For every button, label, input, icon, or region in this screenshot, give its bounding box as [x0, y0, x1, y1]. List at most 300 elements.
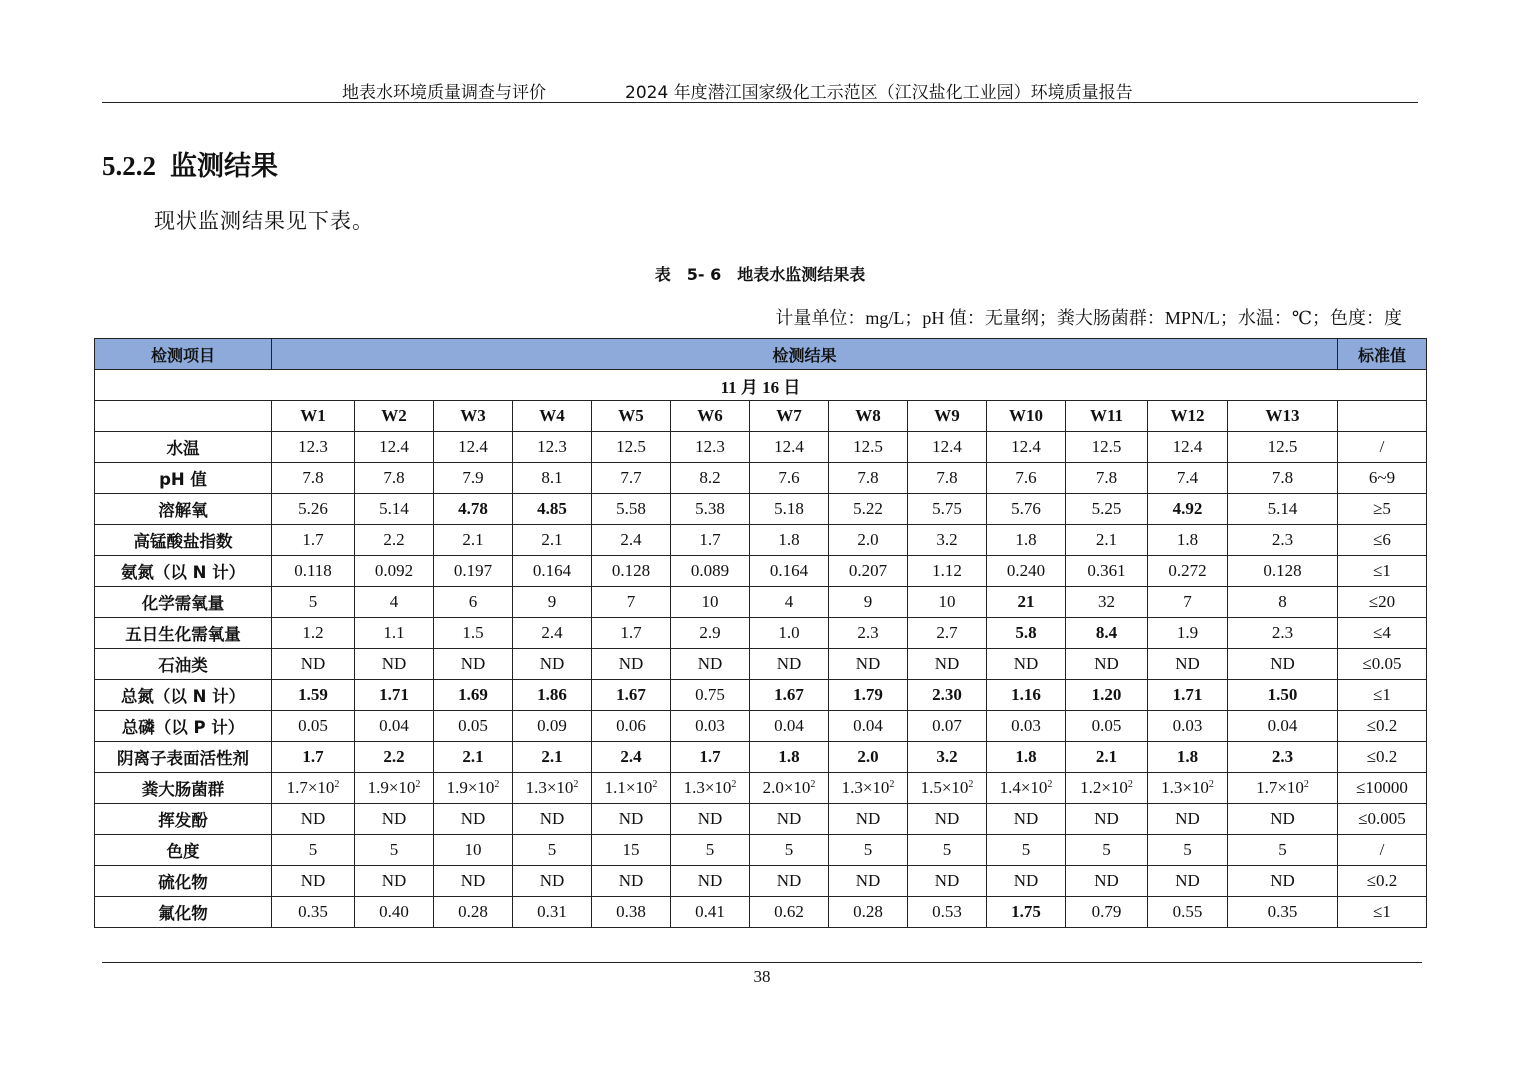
- value-cell: [1148, 773, 1228, 804]
- value-text: 5: [1021, 840, 1031, 859]
- value-text: ND: [300, 809, 326, 828]
- header-left: 地表水环境质量调查与评价: [342, 83, 546, 103]
- standard-value: ≤10000: [1338, 773, 1427, 804]
- value-text: ND: [1013, 654, 1039, 673]
- value-cell: [1066, 525, 1148, 556]
- value-cell: [987, 587, 1066, 618]
- parameter-name: 总氮（以 N 计）: [95, 680, 272, 711]
- value-text: 2.9: [699, 623, 721, 642]
- value-text: 12.5: [1091, 437, 1122, 456]
- value-text: 5: [1183, 840, 1192, 859]
- value-text: 0.272: [1168, 561, 1207, 580]
- value-cell: [671, 463, 750, 494]
- value-text: 5.76: [1011, 499, 1041, 518]
- value-text: 1.67: [616, 685, 646, 704]
- value-cell: [1066, 835, 1148, 866]
- parameter-name: 溶解氧: [95, 494, 272, 525]
- value-text: ND: [1175, 809, 1200, 828]
- table-row: [95, 680, 1427, 711]
- value-text: ND: [1175, 871, 1200, 890]
- value-cell: [592, 897, 671, 928]
- site-header: W13: [1228, 401, 1338, 432]
- value-text: 12.4: [932, 437, 962, 456]
- value-text: 7: [1183, 592, 1192, 611]
- value-text: ND: [1270, 654, 1295, 673]
- value-text: 2.1: [541, 530, 563, 549]
- value-cell: [1066, 463, 1148, 494]
- value-text: 4: [784, 592, 794, 611]
- value-cell: [987, 618, 1066, 649]
- value-cell: [1066, 711, 1148, 742]
- value-cell: [272, 742, 355, 773]
- value-cell: [1148, 525, 1228, 556]
- value-cell: [987, 711, 1066, 742]
- value-text: 1.8: [1015, 747, 1037, 766]
- standard-value: /: [1338, 432, 1427, 463]
- value-text: 1.3×10: [683, 778, 732, 797]
- value-text: ND: [1270, 809, 1295, 828]
- value-text: 1.2: [302, 623, 324, 642]
- value-text: ND: [1270, 871, 1295, 890]
- value-cell: [671, 866, 750, 897]
- value-text: 1.4×10: [999, 778, 1048, 797]
- value-cell: [829, 494, 908, 525]
- value-cell: [908, 835, 987, 866]
- value-text: ND: [697, 809, 723, 828]
- value-text: 10: [938, 592, 956, 611]
- value-text: 4.85: [537, 499, 567, 518]
- value-text: 32: [1098, 592, 1115, 611]
- value-text: 0.55: [1172, 902, 1203, 921]
- value-text: 0.35: [298, 902, 328, 921]
- value-cell: [829, 773, 908, 804]
- value-text: ND: [1094, 809, 1119, 828]
- value-cell: [1066, 804, 1148, 835]
- value-text: 0.089: [690, 561, 730, 580]
- value-text: ND: [618, 809, 644, 828]
- parameter-name: 挥发酚: [95, 804, 272, 835]
- value-cell: [513, 463, 592, 494]
- value-text: 2.1: [541, 747, 563, 766]
- value-cell: [272, 804, 355, 835]
- value-text: 0.75: [695, 685, 725, 704]
- value-cell: [671, 804, 750, 835]
- value-text: ND: [1013, 809, 1039, 828]
- standard-value: ≤0.2: [1338, 742, 1427, 773]
- site-header: W2: [355, 401, 434, 432]
- standard-value: ≤6: [1338, 525, 1427, 556]
- value-cell: [829, 618, 908, 649]
- value-cell: [513, 680, 592, 711]
- value-text: 0.03: [1172, 716, 1203, 735]
- value-text: 0.164: [532, 561, 572, 580]
- value-text: ND: [697, 871, 723, 890]
- value-text: 0.03: [1011, 716, 1041, 735]
- value-text: 7.6: [778, 468, 800, 487]
- value-cell: [434, 804, 513, 835]
- value-text: 0.207: [848, 561, 888, 580]
- value-text: ND: [855, 809, 881, 828]
- value-cell: [908, 525, 987, 556]
- value-cell: [272, 494, 355, 525]
- value-cell: [1148, 649, 1228, 680]
- value-text: 1.16: [1011, 685, 1041, 704]
- value-cell: [513, 711, 592, 742]
- value-text: 2.3: [1271, 623, 1294, 642]
- site-header: W6: [671, 401, 750, 432]
- value-cell: [592, 556, 671, 587]
- value-text: 2.1: [462, 530, 484, 549]
- table-row: [95, 432, 1427, 463]
- value-cell: [434, 525, 513, 556]
- value-text: ND: [381, 809, 407, 828]
- value-exponent: 2: [1127, 779, 1133, 790]
- running-header: [102, 78, 1418, 103]
- value-text: 2.1: [1095, 747, 1118, 766]
- unit-note: 计量单位：mg/L；pH 值：无量纲；粪大肠菌群：MPN/L；水温：℃；色度：度: [775, 308, 1402, 328]
- value-cell: [829, 432, 908, 463]
- value-cell: [908, 649, 987, 680]
- value-text: 1.7: [302, 747, 324, 766]
- value-cell: [1228, 804, 1338, 835]
- value-text: 1.3×10: [841, 778, 890, 797]
- value-text: ND: [697, 654, 723, 673]
- value-text: 1.7: [699, 747, 721, 766]
- value-cell: [987, 556, 1066, 587]
- value-cell: [671, 618, 750, 649]
- value-cell: [1228, 835, 1338, 866]
- value-text: 0.03: [695, 716, 725, 735]
- value-cell: [592, 742, 671, 773]
- value-text: 1.3×10: [525, 778, 574, 797]
- value-cell: [1148, 804, 1228, 835]
- value-cell: [434, 649, 513, 680]
- date-row: 11 月 16 日: [95, 370, 1427, 401]
- value-cell: [434, 897, 513, 928]
- value-cell: [1148, 897, 1228, 928]
- value-text: 0.118: [294, 561, 332, 580]
- value-text: 1.79: [853, 685, 883, 704]
- value-cell: [750, 804, 829, 835]
- value-cell: [671, 742, 750, 773]
- value-text: 2.30: [932, 685, 962, 704]
- value-cell: [987, 525, 1066, 556]
- value-text: ND: [1013, 871, 1039, 890]
- site-header: W3: [434, 401, 513, 432]
- value-cell: [1228, 680, 1338, 711]
- value-cell: [513, 897, 592, 928]
- value-text: ND: [776, 654, 802, 673]
- value-text: 0.79: [1091, 902, 1122, 921]
- value-text: 9: [863, 592, 873, 611]
- value-text: 1.67: [774, 685, 804, 704]
- value-text: 12.5: [616, 437, 646, 456]
- value-text: 0.40: [379, 902, 409, 921]
- value-cell: [355, 804, 434, 835]
- value-cell: [272, 525, 355, 556]
- standard-value: ≤1: [1338, 897, 1427, 928]
- value-exponent: 2: [415, 779, 421, 790]
- value-text: ND: [460, 871, 486, 890]
- value-cell: [272, 587, 355, 618]
- value-text: 1.5: [462, 623, 484, 642]
- value-text: 12.4: [1172, 437, 1203, 456]
- parameter-name: 化学需氧量: [95, 587, 272, 618]
- value-cell: [434, 773, 513, 804]
- value-cell: [1066, 649, 1148, 680]
- value-cell: [355, 711, 434, 742]
- value-cell: [592, 804, 671, 835]
- value-cell: [750, 618, 829, 649]
- table-row: [95, 494, 1427, 525]
- value-cell: [987, 649, 1066, 680]
- value-cell: [355, 742, 434, 773]
- value-text: 5.75: [932, 499, 962, 518]
- value-text: 10: [464, 840, 482, 859]
- value-cell: [1066, 432, 1148, 463]
- value-cell: [908, 680, 987, 711]
- value-text: ND: [1094, 871, 1119, 890]
- value-text: 12.4: [1011, 437, 1041, 456]
- value-text: 4.78: [458, 499, 488, 518]
- section-title: 监测结果: [170, 151, 278, 182]
- value-text: ND: [934, 871, 960, 890]
- value-exponent: 2: [889, 779, 895, 790]
- value-cell: [434, 494, 513, 525]
- value-text: 0.361: [1087, 561, 1126, 580]
- value-cell: [592, 866, 671, 897]
- value-text: 5: [942, 840, 952, 859]
- site-header: W8: [829, 401, 908, 432]
- value-text: 12.3: [695, 437, 725, 456]
- value-cell: [592, 587, 671, 618]
- value-text: 2.4: [620, 530, 642, 549]
- parameter-name: 硫化物: [95, 866, 272, 897]
- value-cell: [434, 711, 513, 742]
- value-cell: [1148, 556, 1228, 587]
- standard-value: ≤4: [1338, 618, 1427, 649]
- value-exponent: 2: [1208, 779, 1214, 790]
- value-text: 1.8: [778, 530, 800, 549]
- value-text: 1.9×10: [446, 778, 495, 797]
- value-cell: [1148, 432, 1228, 463]
- parameter-name: 石油类: [95, 649, 272, 680]
- value-text: 7.9: [462, 468, 484, 487]
- value-text: 8.4: [1095, 623, 1118, 642]
- value-text: 0.38: [616, 902, 646, 921]
- value-text: 7.7: [620, 468, 642, 487]
- value-cell: [750, 866, 829, 897]
- table-row: [95, 742, 1427, 773]
- value-text: 0.07: [932, 716, 962, 735]
- value-text: 1.8: [1176, 747, 1199, 766]
- value-cell: [355, 680, 434, 711]
- value-cell: [908, 804, 987, 835]
- value-cell: [908, 463, 987, 494]
- value-cell: [434, 432, 513, 463]
- value-text: 15: [622, 840, 640, 859]
- value-cell: [908, 432, 987, 463]
- value-cell: [272, 556, 355, 587]
- value-cell: [272, 618, 355, 649]
- parameter-name: 水温: [95, 432, 272, 463]
- intro-paragraph: 现状监测结果见下表。: [154, 209, 374, 233]
- value-cell: [908, 897, 987, 928]
- value-cell: [908, 556, 987, 587]
- value-cell: [272, 463, 355, 494]
- value-cell: [513, 432, 592, 463]
- value-text: 0.197: [453, 561, 493, 580]
- value-text: 7.8: [857, 468, 879, 487]
- value-text: 0.04: [379, 716, 409, 735]
- value-cell: [513, 618, 592, 649]
- table-row: [95, 649, 1427, 680]
- value-text: 0.28: [853, 902, 883, 921]
- value-text: 1.8: [1176, 530, 1199, 549]
- value-cell: [1228, 649, 1338, 680]
- value-cell: [750, 773, 829, 804]
- value-cell: [592, 432, 671, 463]
- value-cell: [750, 432, 829, 463]
- parameter-name: 粪大肠菌群: [95, 773, 272, 804]
- value-cell: [434, 866, 513, 897]
- value-text: 0.28: [458, 902, 488, 921]
- value-text: 2.0: [857, 530, 879, 549]
- value-text: 21: [1017, 592, 1035, 611]
- value-cell: [272, 866, 355, 897]
- value-cell: [750, 711, 829, 742]
- value-text: 1.86: [537, 685, 567, 704]
- value-text: 7.8: [1095, 468, 1118, 487]
- value-text: 0.41: [695, 902, 725, 921]
- value-cell: [355, 618, 434, 649]
- table-caption: 表 5- 6 地表水监测结果表: [654, 265, 866, 284]
- table-row: [95, 866, 1427, 897]
- value-cell: [987, 494, 1066, 525]
- value-text: 9: [547, 592, 557, 611]
- value-text: ND: [776, 871, 802, 890]
- value-cell: [355, 525, 434, 556]
- standard-value: /: [1338, 835, 1427, 866]
- value-cell: [671, 680, 750, 711]
- value-text: 1.50: [1267, 685, 1298, 704]
- value-cell: [513, 587, 592, 618]
- value-text: 2.0×10: [762, 778, 811, 797]
- value-text: 1.2×10: [1080, 778, 1128, 797]
- site-header: W10: [987, 401, 1066, 432]
- header-result: 检测结果: [272, 339, 1338, 370]
- standard-value: ≤1: [1338, 556, 1427, 587]
- value-text: 5: [1102, 840, 1111, 859]
- value-cell: [1148, 463, 1228, 494]
- value-cell: [1148, 742, 1228, 773]
- value-cell: [908, 494, 987, 525]
- value-cell: [1148, 680, 1228, 711]
- value-cell: [908, 866, 987, 897]
- value-text: 0.62: [774, 902, 804, 921]
- value-text: 2.2: [383, 747, 405, 766]
- value-cell: [987, 432, 1066, 463]
- value-text: ND: [776, 809, 802, 828]
- value-cell: [750, 649, 829, 680]
- value-text: 0.240: [1006, 561, 1046, 580]
- value-cell: [272, 835, 355, 866]
- value-exponent: 2: [573, 779, 579, 790]
- value-text: 1.1: [383, 623, 405, 642]
- value-cell: [1228, 742, 1338, 773]
- value-cell: [1228, 587, 1338, 618]
- value-cell: [750, 494, 829, 525]
- value-cell: [355, 649, 434, 680]
- value-cell: [987, 897, 1066, 928]
- value-text: 1.7: [699, 530, 721, 549]
- site-header: W1: [272, 401, 355, 432]
- table-row: [95, 897, 1427, 928]
- value-cell: [1066, 494, 1148, 525]
- site-corner: [95, 401, 272, 432]
- value-cell: [1228, 494, 1338, 525]
- value-text: 0.05: [1091, 716, 1122, 735]
- section-number: 5.2.2: [102, 151, 156, 181]
- value-cell: [434, 680, 513, 711]
- value-text: 5.38: [695, 499, 725, 518]
- table-row: [95, 556, 1427, 587]
- value-text: 2.1: [462, 747, 484, 766]
- value-cell: [671, 525, 750, 556]
- table-row: [95, 835, 1427, 866]
- value-text: ND: [855, 871, 881, 890]
- value-text: 1.9×10: [367, 778, 416, 797]
- value-cell: [434, 556, 513, 587]
- value-text: 0.06: [616, 716, 646, 735]
- value-text: 5.25: [1091, 499, 1122, 518]
- value-text: 3.2: [936, 530, 958, 549]
- standard-value: ≤0.2: [1338, 711, 1427, 742]
- value-cell: [1066, 556, 1148, 587]
- value-cell: [829, 897, 908, 928]
- value-text: ND: [460, 809, 486, 828]
- value-text: 2.0: [857, 747, 879, 766]
- value-cell: [434, 742, 513, 773]
- value-exponent: 2: [968, 779, 974, 790]
- value-cell: [750, 587, 829, 618]
- value-cell: [434, 835, 513, 866]
- value-cell: [592, 773, 671, 804]
- value-cell: [434, 463, 513, 494]
- value-cell: [355, 866, 434, 897]
- value-text: 2.4: [541, 623, 563, 642]
- value-text: 1.75: [1011, 902, 1041, 921]
- value-text: 1.0: [778, 623, 800, 642]
- value-cell: [671, 773, 750, 804]
- value-text: 5.14: [1267, 499, 1298, 518]
- value-text: 3.2: [936, 747, 958, 766]
- value-cell: [1228, 711, 1338, 742]
- header-right: 2024 年度潜江国家级化工示范区（江汉盐化工业园）环境质量报告: [625, 83, 1133, 103]
- table-row: [95, 804, 1427, 835]
- value-text: 0.09: [537, 716, 567, 735]
- value-cell: [355, 897, 434, 928]
- value-text: ND: [381, 871, 407, 890]
- standard-value: ≥5: [1338, 494, 1427, 525]
- value-text: 12.5: [853, 437, 883, 456]
- value-cell: [1228, 525, 1338, 556]
- value-text: 5: [1278, 840, 1287, 859]
- value-text: 1.7: [302, 530, 324, 549]
- value-exponent: 2: [731, 779, 737, 790]
- value-text: 0.53: [932, 902, 962, 921]
- value-cell: [355, 494, 434, 525]
